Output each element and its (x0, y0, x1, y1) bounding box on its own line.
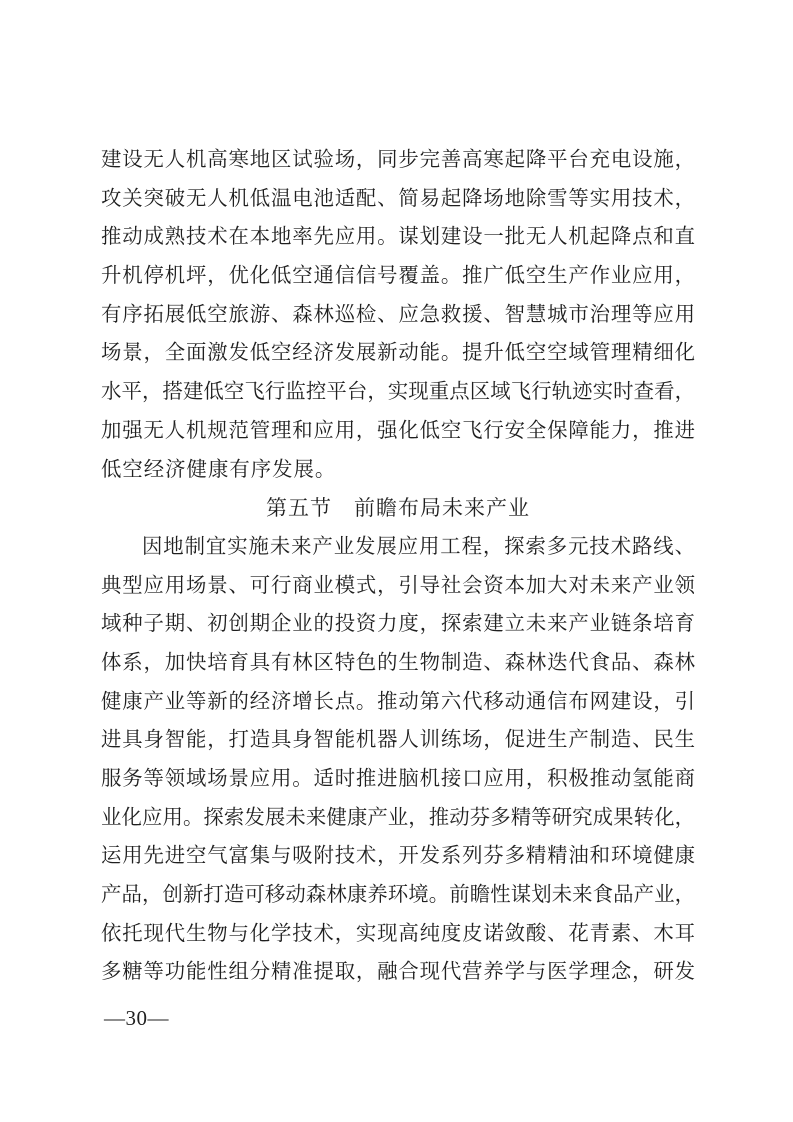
paragraph2-line: 因地制宜实施未来产业发展应用工程，探索多元技术路线、 (142, 535, 695, 558)
paragraph1-line: 加强无人机规范管理和应用，强化低空飞行安全保障能力，推进 (101, 419, 695, 442)
paragraph2-line: 进具身智能，打造具身智能机器人训练场，促进生产制造、民生 (101, 729, 695, 752)
paragraph1-line: 建设无人机高寒地区试验场，同步完善高寒起降平台充电设施， (101, 149, 695, 171)
paragraph1-line: 水平，搭建低空飞行监控平台，实现重点区域飞行轨迹实时查看， (101, 381, 695, 404)
page-number: —30— (104, 1006, 169, 1030)
paragraph1-line: 推动成熟技术在本地率先应用。谋划建设一批无人机起降点和直 (101, 226, 695, 249)
paragraph1-line: 低空经济健康有序发展。 (101, 458, 337, 481)
paragraph1-line: 升机停机坪，优化低空通信信号覆盖。推广低空生产作业应用， (101, 265, 695, 288)
paragraph1-line: 场景，全面激发低空经济发展新动能。提升低空空域管理精细化 (101, 342, 695, 365)
paragraph1-line: 攻关突破无人机低温电池适配、简易起降场地除雪等实用技术， (101, 187, 695, 210)
paragraph2-line: 依托现代生物与化学技术，实现高纯度皮诺敛酸、花青素、木耳 (101, 922, 695, 945)
paragraph1-line: 有序拓展低空旅游、森林巡检、应急救援、智慧城市治理等应用 (101, 303, 695, 326)
paragraph2-line: 业化应用。探索发展未来健康产业，推动芬多精等研究成果转化， (101, 806, 695, 829)
paragraph2-line: 产品，创新打造可移动森林康养环境。前瞻性谋划未来食品产业， (101, 884, 695, 907)
paragraph2-line: 健康产业等新的经济增长点。推动第六代移动通信布网建设，引 (101, 690, 695, 713)
paragraph2-line: 域种子期、初创期企业的投资力度，探索建立未来产业链条培育 (101, 613, 695, 636)
paragraph2-line: 典型应用场景、可行商业模式，引导社会资本加大对未来产业领 (101, 574, 695, 597)
section-heading: 第五节 前瞻布局未来产业 (266, 496, 530, 521)
paragraph2-line: 服务等领域场景应用。适时推进脑机接口应用，积极推动氢能商 (101, 768, 695, 790)
paragraph2-line: 体系，加快培育具有林区特色的生物制造、森林迭代食品、森林 (101, 651, 695, 674)
text-block (101, 141, 695, 992)
paragraph2-line: 运用先进空气富集与吸附技术，开发系列芬多精精油和环境健康 (101, 845, 695, 868)
paragraph2-line: 多糖等功能性组分精准提取，融合现代营养学与医学理念，研发 (101, 961, 695, 984)
